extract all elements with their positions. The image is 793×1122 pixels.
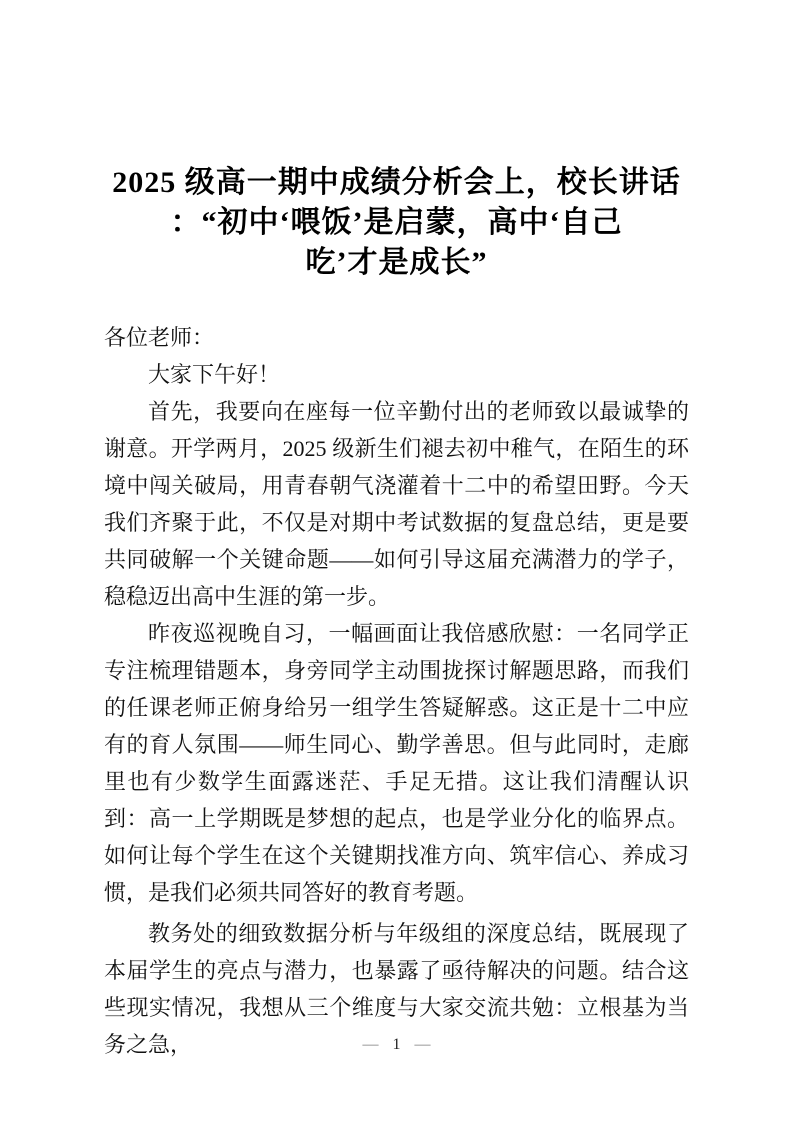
title-line-1: 2025 级高一期中成绩分析会上，校长讲话 (112, 166, 681, 200)
page-footer (0, 1035, 793, 1055)
document-title (104, 163, 689, 283)
page-number: 1 (392, 1036, 401, 1053)
salutation: 各位老师： (104, 325, 215, 351)
title-line-2: ：“初中‘喂饭’是启蒙，高中‘自己 (170, 206, 623, 240)
footer-dash-right: — (414, 1036, 431, 1053)
greeting: 大家下午好！ (148, 362, 281, 388)
title-line-3: 吃’才是成长” (305, 246, 488, 280)
footer-dash-left: — (362, 1036, 379, 1053)
paragraph: 首先，我要向在座每一位辛勤付出的老师致以最诚挚的谢意。开学两月，2025 级新生们褪去初中稚气，在陌生的环境中闯关破局，用青春朝气浇灌着十二中的希望田野。今天我们齐聚于此，不仅是对期中考试数据的复盘总结，更是要共同破解一个关键命题——如何引导这届充满潜力的学子，稳稳迈出高中生涯的第一步。 (104, 399, 689, 610)
paragraph: 昨夜巡视晚自习，一幅画面让我倍感欣慰：一名同学正专注梳理错题本，身旁同学主动围拢探讨解题思路，而我们的任课老师正俯身给另一组学生答疑解惑。这正是十二中应有的育人氛围——师生同心、勤学善思。但与此同时，走廊里也有少数学生面露迷茫、手足无措。这让我们清醒认识到：高一上学期既是梦想的起点，也是学业分化的临界点。如何让每个学生在这个关键期找准方向、筑牢信心、养成习惯，是我们必须共同答好的教育考题。 (104, 621, 689, 906)
paragraph: 教务处的细致数据分析与年级组的深度总结，既展现了本届学生的亮点与潜力，也暴露了亟待解决的问题。结合这些现实情况，我想从三个维度与大家交流共勉：立根基为当务之急， (104, 921, 689, 1058)
document-body (104, 319, 689, 1063)
